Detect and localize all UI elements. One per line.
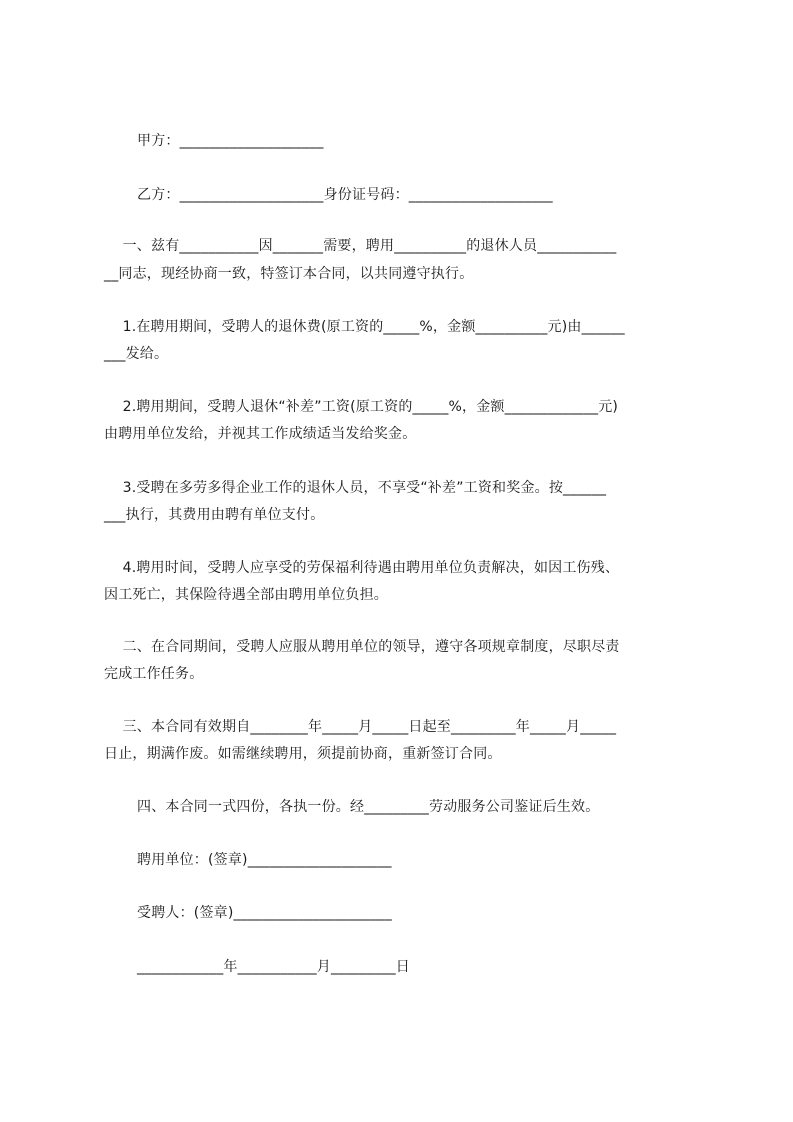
paragraph-1-line-1: 一、兹有___________因_______需要，聘用__________的退休人员___________	[104, 238, 617, 254]
paragraph-2-line-2: 完成工作任务。	[104, 666, 204, 682]
clause-1-line-2: ___发给。	[104, 346, 169, 362]
clause-3-line-1: 3.受聘在多劳多得企业工作的退休人员，不享受“补差”工资和奖金。按______	[104, 480, 607, 496]
employee-signature-line: 受聘人：(签章)______________________	[137, 905, 392, 921]
clause-2-line-2: 由聘用单位发给，并视其工作成绩适当发给奖金。	[104, 426, 417, 442]
clause-4-line-1: 4.聘用时间，受聘人应享受的劳保福利待遇由聘用单位负责解决，如因工伤残、	[104, 560, 620, 576]
party-b-id-line: 乙方：____________________身份证号码：____________________	[137, 187, 553, 203]
paragraph-1-line-2: __同志，现经协商一致，特签订本合同，以共同遵守执行。	[104, 266, 474, 282]
party-a-line: 甲方：____________________	[137, 133, 324, 149]
paragraph-3-line-1: 三、本合同有效期自________年_____月_____日起至_________年_____月_____	[104, 719, 617, 735]
clause-3-line-2: ___执行，其费用由聘有单位支付。	[104, 507, 325, 523]
clause-2-line-1: 2.聘用期间，受聘人退休“补差”工资(原工资的_____%，金额_____________元)	[104, 399, 619, 415]
clause-4-line-2: 因工死亡，其保险待遇全部由聘用单位负担。	[104, 587, 388, 603]
employer-signature-line: 聘用单位：(签章)____________________	[137, 852, 392, 868]
clause-1-line-1: 1.在聘用期间，受聘人的退休费(原工资的_____%，金额__________元)由______	[104, 319, 625, 335]
date-line: ____________年___________月_________日	[137, 959, 410, 975]
paragraph-4-line: 四、本合同一式四份，各执一份。经_________劳动服务公司鉴证后生效。	[137, 799, 600, 815]
paragraph-3-line-2: 日止，期满作废。如需继续聘用，须提前协商，重新签订合同。	[104, 746, 502, 762]
paragraph-2-line-1: 二、在合同期间，受聘人应服从聘用单位的领导，遵守各项规章制度，尽职尽责	[104, 639, 620, 655]
